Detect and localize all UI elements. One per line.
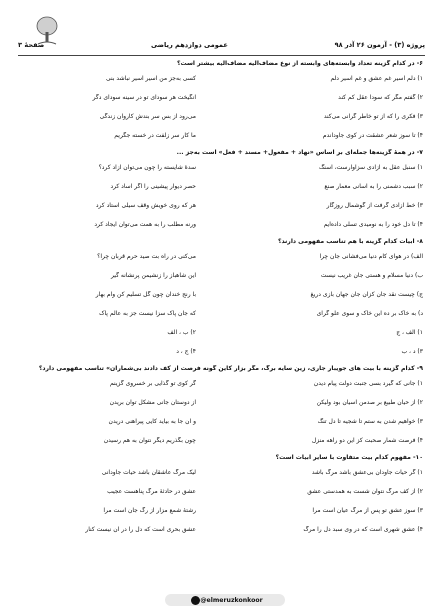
- q10-option-2-b: عشق در حادثهٔ مرگ پناهست عجیب: [107, 488, 196, 495]
- q6-option-4-b: ما کار سر زلفت در خسته جگریم: [114, 132, 196, 139]
- q7-option-3: ۳) خط آزادی گرفت از گوشمال روزگار: [326, 202, 423, 209]
- q10-option-2: ۲) از کف مرگ نتوان شست به همدستی عشق: [307, 488, 423, 495]
- question-10-options: [19, 469, 423, 533]
- watermark-text: @elmeruzkonkoor: [200, 596, 263, 604]
- questions-container: [19, 60, 423, 543]
- q8-verse-c-b: با رنج خندان چون گل تسلیم کن وام بهار: [95, 291, 196, 298]
- question-6-options: [19, 75, 423, 139]
- q6-option-1-b: کسی به‌جز من اسیر اسیر نباشد بنی: [106, 75, 196, 82]
- question-8-prompt: ۸- ابیات کدام گزینه با هم تناسب مفهومی دارند؟: [277, 238, 423, 245]
- q8-choice-2: ۲) ب ، الف: [167, 329, 196, 336]
- q8-choice-1: ۱) الف ، ج: [396, 329, 423, 336]
- q6-option-2: ۲) گفتم مگر که سودا عقل کم کند: [338, 94, 423, 101]
- question-8-options: [19, 253, 423, 355]
- q8-verse-a: الف) در هوای کام دنیا می‌فشانی جان چرا: [319, 253, 423, 260]
- q8-verse-a-b: می‌کنی در راه بت صید حرم قربان چرا؟: [97, 253, 196, 260]
- question-9-prompt: ۹- کدام گزینه با بیت های جویبار جاری، زین سایه برگ، مگر بزار کاین گونه فرصت از کف دادند بی‌شماران» تناسب مفهومی دارد؟: [38, 365, 423, 372]
- q10-option-4: ۴) عشق شهری است که در وی سبد دل را مرگ: [303, 526, 423, 533]
- q7-option-1: ۱) سنبل عقل به آزادی سزاوارست، اسنگ: [318, 164, 423, 171]
- q7-option-2-b: حصر دیوار پیشینی را اگر آساد کرد: [110, 183, 196, 190]
- q10-option-3-b: رشتهٔ شمع مزار از رگ جان است مرا: [103, 507, 196, 514]
- social-icon: [191, 596, 200, 605]
- q9-option-3-b: و آن جا به بیاید کآیی پیراهنی دریدن: [108, 418, 196, 425]
- q8-choice-4: ۴) ج ، د: [176, 348, 196, 355]
- q10-option-1-b: لیک مرگ عاشقان باشد حیات جاودانی: [101, 469, 196, 476]
- q6-option-3: ۳) فکری را که از تو خاطر گرانی می‌کند: [323, 113, 423, 120]
- q9-option-4-b: چون بگذریم دیگر نتوان به هم رسیدن: [103, 437, 196, 444]
- q9-option-2-b: از دوستان جانی مشکل توان بریدن: [109, 399, 196, 406]
- question-6-prompt: ۶- در کدام گزینه تعداد وابسته‌های وابسته از نوع مضاف‌الیه مضاف‌الیه بیشتر است؟: [176, 60, 423, 67]
- q9-option-1-b: گر کوی تو گذایی بر خسروی گزینم: [110, 380, 196, 387]
- q7-option-4: ۴) تا دل خود را به نومیدی تسلی داده‌ایم: [323, 221, 423, 228]
- question-9-options: [19, 380, 423, 444]
- question-10-prompt: ۱۰- مفهوم کدام بیت متفاوت با سایر ابیات است؟: [275, 454, 423, 461]
- watermark: [165, 594, 285, 606]
- q7-option-2: ۲) سبب دشمنی را به آسانی معمار صنع: [324, 183, 423, 190]
- q6-option-2-b: انگیخت هر سودای تو در سینه سودای دگر: [92, 94, 196, 101]
- q9-option-2: ۲) از حیان طبیع بر صدمن آسیان بود ولیکن: [316, 399, 423, 406]
- question-7-options: [19, 164, 423, 228]
- q9-option-1: ۱) جانی که گیرد بسی جنبت دولت پیام دیدن: [313, 380, 423, 387]
- header-rule: [18, 55, 425, 56]
- q7-option-3-b: هر که روی خویش وقف سیلی استاد کرد: [95, 202, 196, 209]
- q9-option-4: ۴) فرصت شمار صحبت کز این دو راهه منزل: [311, 437, 423, 444]
- q8-verse-d: د) به خاک بر ده این خاک و سوی علو گرای: [316, 310, 423, 317]
- page-number: صفحهٔ ۳: [18, 41, 45, 49]
- question-7-prompt: ۷- در همهٔ گزینه‌ها جمله‌ای بر اساس «نهاد + مفعول+ مسند + فعل» است به‌جز ...: [176, 149, 423, 156]
- q8-verse-c: ج) چیست نقد جان کزان جان جهان بازی دریغ: [310, 291, 423, 298]
- page-header: [18, 38, 425, 52]
- q8-verse-d-b: که جان پاک سزا نیست جز به عالم پاک: [99, 310, 196, 317]
- q6-option-3-b: می‌رود از بس سر بندش کاروان زندگی: [99, 113, 196, 120]
- q7-option-4-b: ورنه مطلب را به همت می‌توان ایجاد کرد: [94, 221, 196, 228]
- q6-option-1: ۱) دلم اسیر غم عشق و غم اسیر دلم: [330, 75, 423, 82]
- q10-option-3: ۳) سوز عشق تو پس از مرگ عیان است مرا: [312, 507, 423, 514]
- q8-choice-3: ۳) د ، ب: [401, 348, 423, 355]
- q10-option-4-b: عشق بحری است که دل را در آن نیست کنار: [85, 526, 196, 533]
- q8-verse-b-b: این شاهباز را زنشیمن پرنشانه گیر: [110, 272, 196, 279]
- q8-verse-b: ب) دنیا مسلام و هستی جان غریب نیست: [320, 272, 423, 279]
- exam-subject: عمومی دوازدهم ریاضی: [150, 41, 228, 49]
- exam-title: پروژه (۳) - آزمون ۲۶ آذر ۹۸: [334, 41, 425, 49]
- q6-option-4: ۴) تا سوز شعر عشقت در کوی جاوداندم: [322, 132, 423, 139]
- q9-option-3: ۳) خواهیم شدن به ستم تا شجیه تا دل تنگ: [317, 418, 423, 425]
- q7-option-1-b: سدهٔ شایسته را چون می‌توان آزاد کرد؟: [98, 164, 196, 171]
- q10-option-1: ۱) گر حیات جاودان بی‌عشق باشد مرگ باشد: [311, 469, 423, 476]
